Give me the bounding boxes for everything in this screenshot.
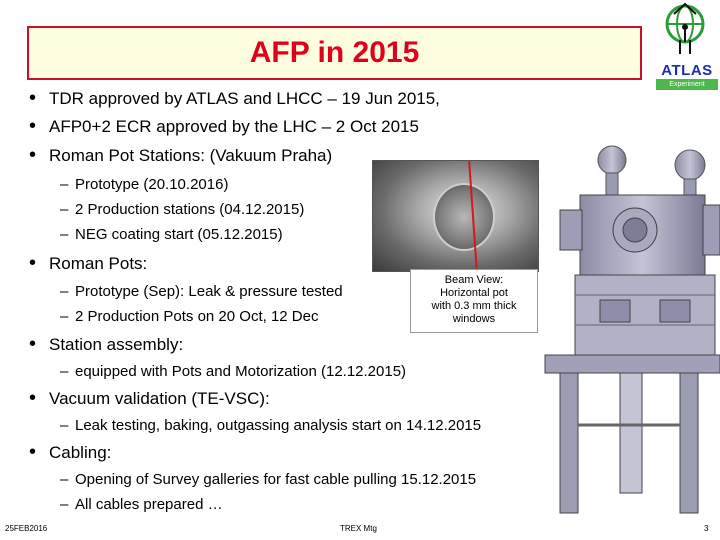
page-number: 3	[704, 524, 709, 533]
footer-date: 25FEB2016	[5, 524, 48, 533]
bullet-roman-pot-stations: • Roman Pot Stations: (Vakuum Praha)	[29, 144, 333, 166]
footer-center: TREX Mtg	[340, 524, 377, 533]
title-box	[27, 26, 642, 80]
sub-bullet: – Prototype (20.10.2016)	[60, 176, 229, 193]
bullet-roman-pots: • Roman Pots:	[29, 252, 148, 274]
sub-bullet: – Leak testing, baking, outgassing analysis start on 14.12.2015	[60, 417, 482, 434]
slide-title: AFP in 2015	[249, 36, 420, 69]
sub-bullet: – All cables prepared …	[60, 496, 223, 513]
roman-pot-station-drawing	[540, 125, 720, 515]
sub-bullet: – Prototype (Sep): Leak & pressure tested	[60, 283, 343, 300]
sub-bullet: – 2 Production stations (04.12.2015)	[60, 201, 305, 218]
bullet-vacuum-validation: • Vacuum validation (TE-VSC):	[29, 387, 270, 409]
atlas-logo-subtext: Experiment	[656, 79, 718, 90]
bullet-ecr: • AFP0+2 ECR approved by the LHC – 2 Oct 2015	[29, 115, 419, 137]
sub-bullet: – NEG coating start (05.12.2015)	[60, 226, 283, 243]
atlas-logo-text: ATLAS	[661, 62, 713, 79]
sub-bullet: – equipped with Pots and Motorization (12.12.2015)	[60, 363, 407, 380]
bullet-tdr: • TDR approved by ATLAS and LHCC – 19 Jun 2015,	[29, 87, 440, 109]
bullet-station-assembly: • Station assembly:	[29, 333, 184, 355]
pot-window-image	[433, 183, 495, 251]
sub-bullet: – Opening of Survey galleries for fast cable pulling 15.12.2015	[60, 471, 477, 488]
beam-view-photo	[372, 160, 539, 272]
bullet-cabling: • Cabling:	[29, 441, 112, 463]
sub-bullet: – 2 Production Pots on 20 Oct, 12 Dec	[60, 308, 319, 325]
photo-caption: Beam View: Horizontal pot with 0.3 mm thick windows	[410, 269, 538, 333]
